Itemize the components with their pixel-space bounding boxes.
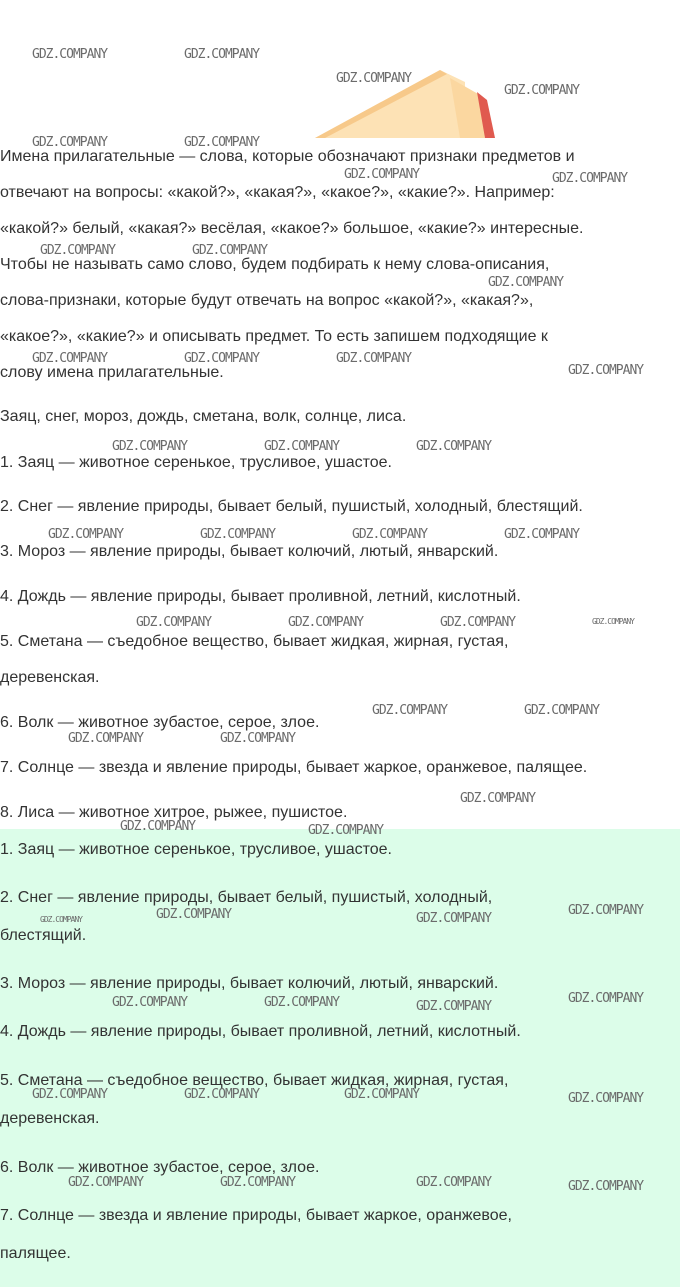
- answer-line: 2. Снег — явление природы, бывает белый, пушистый, холодный,: [0, 889, 493, 906]
- answer-line: 3. Мороз — явление природы, бывает колючий, лютый, январский.: [0, 975, 499, 992]
- watermark: GDZ.COMPANY: [220, 731, 296, 746]
- header-illustration-area: [0, 0, 680, 138]
- answer-line: 5. Сметана — съедобное вещество, бывает жидкая, жирная, густая,: [0, 1072, 509, 1089]
- watermark: GDZ.COMPANY: [592, 617, 634, 626]
- intro-line: слову имена прилагательные.: [0, 364, 224, 381]
- word-list: Заяц, снег, мороз, дождь, сметана, волк, солнце, лиса.: [0, 408, 407, 425]
- watermark: GDZ.COMPANY: [288, 615, 364, 630]
- watermark: GDZ.COMPANY: [156, 907, 232, 922]
- watermark: GDZ.COMPANY: [568, 903, 644, 918]
- watermark: GDZ.COMPANY: [504, 83, 580, 98]
- answer-line: 1. Заяц — животное серенькое, трусливое, ушастое.: [0, 841, 392, 858]
- answer-line: 7. Солнце — звезда и явление природы, бывает жаркое, оранжевое,: [0, 1207, 512, 1224]
- watermark: GDZ.COMPANY: [568, 991, 644, 1006]
- list-item: 2. Снег — явление природы, бывает белый, пушистый, холодный, блестящий.: [0, 498, 583, 515]
- intro-line: «какой?» белый, «какая?» весёлая, «какое?» большое, «какие?» интересные.: [0, 220, 584, 237]
- watermark: GDZ.COMPANY: [504, 527, 580, 542]
- answer-line: 4. Дождь — явление природы, бывает проливной, летний, кислотный.: [0, 1023, 521, 1040]
- answer-line: блестящий.: [0, 927, 87, 944]
- watermark: GDZ.COMPANY: [460, 791, 536, 806]
- watermark: GDZ.COMPANY: [416, 911, 492, 926]
- watermark: GDZ.COMPANY: [136, 615, 212, 630]
- watermark: GDZ.COMPANY: [200, 527, 276, 542]
- list-item: 3. Мороз — явление природы, бывает колючий, лютый, январский.: [0, 543, 499, 560]
- watermark: GDZ.COMPANY: [120, 819, 196, 834]
- watermark: GDZ.COMPANY: [568, 1091, 644, 1106]
- watermark: GDZ.COMPANY: [552, 171, 628, 186]
- list-item: 8. Лиса — животное хитрое, рыжее, пушистое.: [0, 804, 348, 821]
- intro-line: Чтобы не называть само слово, будем подбирать к нему слова-описания,: [0, 256, 550, 273]
- list-item: 4. Дождь — явление природы, бывает проливной, летний, кислотный.: [0, 588, 521, 605]
- watermark: GDZ.COMPANY: [184, 47, 260, 62]
- list-item: деревенская.: [0, 669, 100, 686]
- watermark: GDZ.COMPANY: [524, 703, 600, 718]
- watermark: GDZ.COMPANY: [112, 995, 188, 1010]
- watermark: GDZ.COMPANY: [32, 351, 108, 366]
- list-item: 7. Солнце — звезда и явление природы, бывает жаркое, оранжевое, палящее.: [0, 759, 588, 776]
- watermark: GDZ.COMPANY: [568, 363, 644, 378]
- watermark: GDZ.COMPANY: [568, 1179, 644, 1194]
- watermark: GDZ.COMPANY: [264, 439, 340, 454]
- watermark: GDZ.COMPANY: [40, 915, 82, 924]
- watermark: GDZ.COMPANY: [68, 731, 144, 746]
- intro-line: слова-признаки, которые будут отвечать на вопрос «какой?», «какая?»,: [0, 292, 534, 309]
- intro-line: «какое?», «какие?» и описывать предмет. То есть запишем подходящие к: [0, 328, 548, 345]
- answer-line: деревенская.: [0, 1110, 100, 1127]
- list-item: 1. Заяц — животное серенькое, трусливое, ушастое.: [0, 454, 392, 471]
- watermark: GDZ.COMPANY: [440, 615, 516, 630]
- watermark: GDZ.COMPANY: [372, 703, 448, 718]
- watermark: GDZ.COMPANY: [184, 1087, 260, 1102]
- answer-line: 6. Волк — животное зубастое, серое, злое.: [0, 1159, 320, 1176]
- list-item: 5. Сметана — съедобное вещество, бывает жидкая, жирная, густая,: [0, 633, 509, 650]
- watermark: GDZ.COMPANY: [264, 995, 340, 1010]
- watermark: GDZ.COMPANY: [488, 275, 564, 290]
- watermark: GDZ.COMPANY: [352, 527, 428, 542]
- watermark: GDZ.COMPANY: [48, 527, 124, 542]
- watermark: GDZ.COMPANY: [68, 1175, 144, 1190]
- watermark: GDZ.COMPANY: [32, 47, 108, 62]
- watermark: GDZ.COMPANY: [416, 1175, 492, 1190]
- watermark: GDZ.COMPANY: [336, 351, 412, 366]
- watermark: GDZ.COMPANY: [344, 1087, 420, 1102]
- list-item: 6. Волк — животное зубастое, серое, злое.: [0, 714, 320, 731]
- answer-line: палящее.: [0, 1245, 71, 1262]
- watermark: GDZ.COMPANY: [416, 439, 492, 454]
- watermark: GDZ.COMPANY: [32, 135, 108, 150]
- watermark: GDZ.COMPANY: [184, 351, 260, 366]
- watermark: GDZ.COMPANY: [112, 439, 188, 454]
- intro-line: Имена прилагательные — слова, которые обозначают признаки предметов и: [0, 148, 575, 165]
- watermark: GDZ.COMPANY: [336, 71, 412, 86]
- answer-block: [0, 829, 680, 1287]
- watermark: GDZ.COMPANY: [308, 823, 384, 838]
- watermark: GDZ.COMPANY: [344, 167, 420, 182]
- watermark: GDZ.COMPANY: [416, 999, 492, 1014]
- watermark: GDZ.COMPANY: [40, 243, 116, 258]
- watermark: GDZ.COMPANY: [192, 243, 268, 258]
- watermark: GDZ.COMPANY: [32, 1087, 108, 1102]
- watermark: GDZ.COMPANY: [184, 135, 260, 150]
- watermark: GDZ.COMPANY: [220, 1175, 296, 1190]
- intro-line: отвечают на вопросы: «какой?», «какая?», «какое?», «какие?». Например:: [0, 184, 555, 201]
